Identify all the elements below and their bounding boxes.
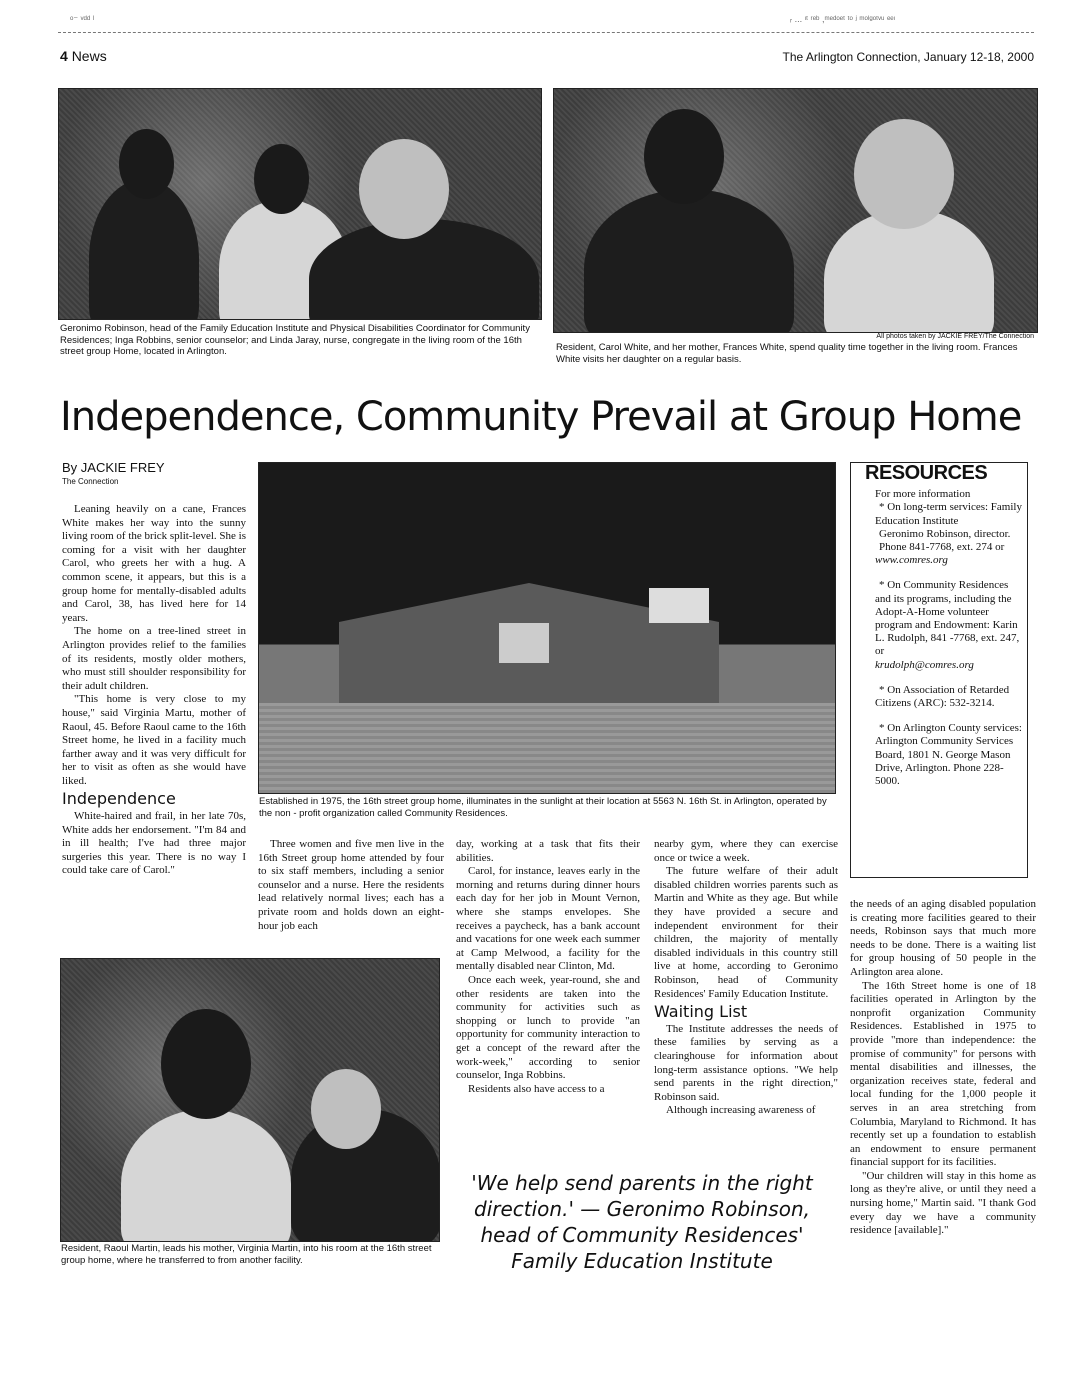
paragraph: Once each week, year-round, she and other residents are taken into the community for activities such as shopping or lunch to provide "an opportunity for community interaction to get a concept of the reward after the work-week," according to senior counselor, Inga Robbins. [456, 973, 640, 1082]
page-header-left [60, 48, 107, 64]
resources-email[interactable]: krudolph@comres.org [875, 658, 974, 671]
paragraph: "Our children will stay in this home as long as they're alive, or until they need a nursing home," Martin said. "I thank God every day we have a community residence [available]." [850, 1169, 1036, 1237]
resources-phone: Phone 841-7768, ext. 274 or [879, 541, 1005, 554]
top-right-caption: Resident, Carol White, and her mother, Frances White, spend quality time together in the living room. Frances White visits her daughter on a regular basis. [556, 342, 1018, 365]
mother-son-photo [60, 958, 440, 1242]
masthead: The Arlington Connection, January 12-18, 2000 [782, 50, 1034, 64]
subhead-independence: Independence [62, 789, 176, 809]
article-column-3 [456, 838, 640, 1096]
top-strip-left: ᵒ⁻ ᵛᵈᵈ ˡ [70, 14, 95, 24]
resources-box [850, 462, 1028, 878]
photo-credit: All photos taken by JACKIE FREY/The Connection [876, 333, 1034, 340]
paragraph: Three women and five men live in the 16th Street group home attended by four to six staff members, including a senior counselor and a nurse. Here the residents lead relatively normal lives; each has a private room and holds down an eight-hour job each [258, 838, 444, 932]
resources-web[interactable]: www.comres.org [875, 554, 948, 567]
house-caption: Established in 1975, the 16th street group home, illuminates in the sunlight at their location at 5563 N. 16th St. in Arlington, operated by the non - profit organization called Community Residences. [259, 796, 827, 819]
resources-intro: For more information [875, 488, 971, 501]
paragraph: The home on a tree-lined street in Arlington provides relief to the families of its residents, mostly older mothers, who must still shoulder responsibility for their adult children. [62, 625, 246, 692]
paragraph: The future welfare of their adult disabled children worries parents such as Martin and White as they age. But while they have provided a secure and independent environment for their children, the majority of mentally disabled individuals in this country still live at home, according to Geronimo Robinson, head of Community Residences' Family Education Institute. [654, 865, 838, 1000]
top-strip-right: ᵣ ... ᶦᵗ ʳᵉᵇ ,ᵐᵉᵈᵒᵉᵗ ᵗᵒ ʲ ᵐᵒˡᵍᵒᵗᵛᵘ ᵉᵉᶦ [790, 14, 896, 24]
resources-title: RESOURCES [865, 462, 988, 484]
paragraph: Leaning heavily on a cane, Frances White makes her way into the sunny living room of the brick split-level. She is coming for a visit with her daughter Carol, who greets her with a hug. A common scene, it appears, but this is a group home for mentally-disabled adults and Carol, 38, has lived here for 14 years. [62, 503, 246, 624]
paragraph: Residents also have access to a [468, 1082, 605, 1095]
page-number: 4 [60, 48, 68, 64]
resources-item: * On Arlington County services: Arlington Community Services Board, 1801 N. George Mason Drive, Arlington. Phone 228-5000. [875, 722, 1022, 788]
header-rule [58, 32, 1034, 33]
resources-item: * On long-term services: Family Education Institute [875, 501, 1022, 527]
paragraph: day, working at a task that fits their abilities. [456, 838, 640, 864]
paragraph: Although increasing awareness of [666, 1104, 816, 1117]
byline: By JACKIE FREY [62, 460, 165, 475]
article-column-2 [258, 838, 444, 933]
paragraph: The Institute addresses the needs of these families by serving as a clearinghouse for information about long-term assistance options. "We help send parents in the right direction," Robinson said. [654, 1022, 838, 1103]
paragraph: White-haired and frail, in her late 70s, White adds her endorsement. "I'm 84 and in ill health; I've had three major surgeries this year. There is no way I could take care of Carol." [62, 810, 246, 877]
headline: Independence, Community Prevail at Group Home [60, 394, 1022, 440]
paragraph: nearby gym, where they can exercise once or twice a week. [654, 838, 838, 864]
resources-contact: Geronimo Robinson, director. [879, 527, 1011, 540]
paragraph: "This home is very close to my house," said Virginia Martu, mother of Raoul, 45. Before Raoul came to the 16th Street home, he lived in a facility much farther away and it was very difficult for her to visit as often as she would have liked. [62, 693, 246, 787]
article-column-4 [654, 838, 838, 1118]
paragraph: The 16th Street home is one of 18 facilities operated in Arlington by the nonprofit organization Community Residences. Established in 1975 to provide "more than independence: the promise of community" for persons with mental disabilities and illnesses, the organization receives state, federal and local funding for the 1,000 people it serves in an area stretching from Columbia, Maryland to Richmond. It has recently set up a foundation to establish an endowment to ensure permanent financial support for its facilities. [850, 979, 1036, 1169]
top-left-caption: Geronimo Robinson, head of the Family Education Institute and Physical Disabilities Coordinator for Community Residences; Inga Robbins, senior counselor; and Linda Jaray, nurse, congregate in the living room of the 16th street group Home, located in Arlington. [60, 323, 530, 357]
house-photo [258, 462, 836, 794]
paragraph: Carol, for instance, leaves early in the morning and returns during dinner hours each day for her job in Mount Vernon, where she stamps envelopes. She receives a paycheck, has a bank account and vacations for one week each summer at Camp Melwood, a facility for the mentally disabled near Clinton, Md. [456, 865, 640, 973]
resources-item: * On Community Residences and its programs, including the Adopt-A-Home volunteer program and Endowment: Karin L. Rudolph, 841 -7768, ext. 247, or [875, 579, 1020, 658]
bottom-left-caption: Resident, Raoul Martin, leads his mother, Virginia Martin, into his room at the 16th street group home, where he transferred to from another facility. [61, 1243, 432, 1266]
article-column-1 [62, 503, 246, 878]
paragraph: the needs of an aging disabled population is creating more facilities geared to their needs, Robinson says that much more needs to be done. There is a waiting list for group housing of 50 people in the Arlington area alone. [850, 898, 1036, 978]
resources-item: * On Association of Retarded Citizens (ARC): 532-3214. [875, 683, 1010, 710]
article-column-5 [850, 898, 1036, 1238]
pull-quote: 'We help send parents in the right direction.' — Geronimo Robinson, head of Community Residences' Family Education Institute [471, 1171, 813, 1273]
byline-outlet: The Connection [62, 477, 119, 486]
section-label: News [71, 48, 107, 64]
mother-daughter-photo [553, 88, 1038, 333]
subhead-waiting-list: Waiting List [654, 1002, 748, 1022]
group-photo [58, 88, 542, 320]
